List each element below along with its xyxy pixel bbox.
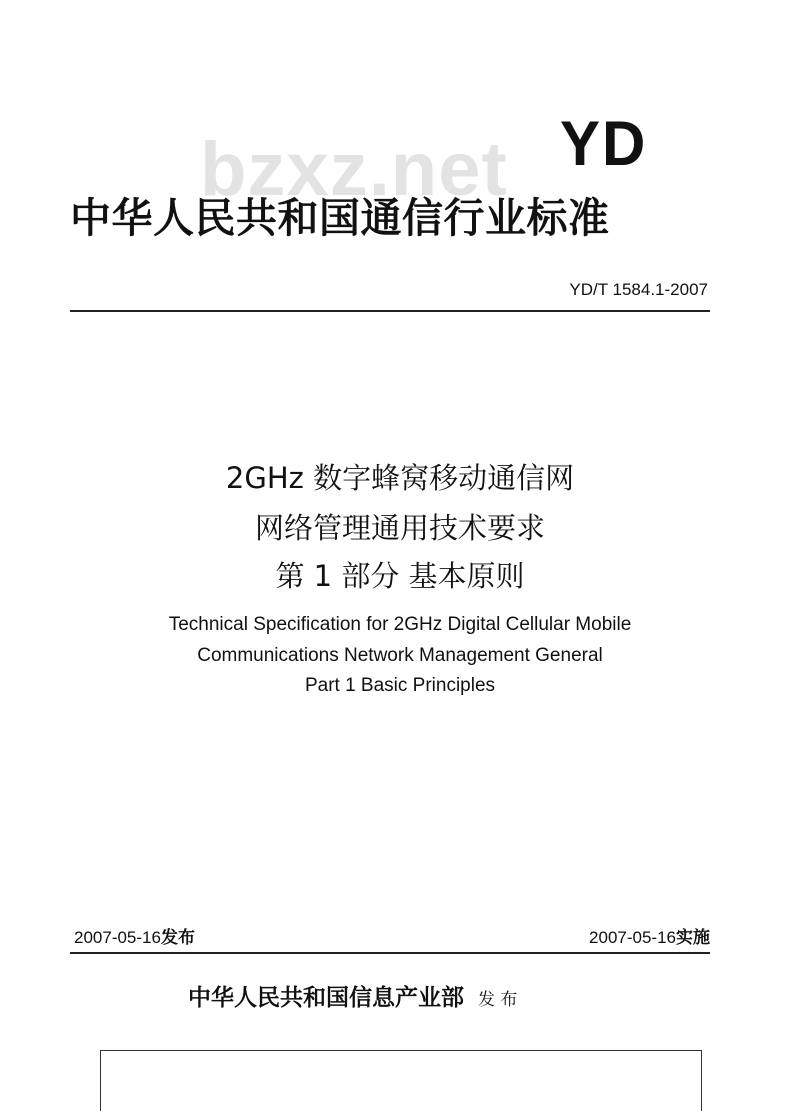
publisher-action: 发 布: [478, 990, 518, 1010]
title-cn-line-2: 网络管理通用技术要求: [254, 511, 545, 545]
title-en-line-1: Technical Specification for 2GHz Digital Cellular Mobile: [168, 614, 632, 635]
publisher-line: [188, 982, 517, 1016]
standard-type-title: 中华人民共和国通信行业标准: [70, 194, 610, 242]
footer-divider: [70, 952, 710, 954]
title-cn-line-3: 第 1 部分 基本原则: [275, 559, 525, 593]
issue-label: 发布: [160, 928, 195, 948]
title-en-line-2: Communications Network Management General: [197, 645, 603, 666]
title-en-line-3: Part 1 Basic Principles: [304, 675, 496, 696]
publisher-name: 中华人民共和国信息产业部: [188, 984, 464, 1011]
watermark-text: bzxz.net: [200, 127, 508, 212]
issue-date: 2007-05-16: [74, 928, 161, 947]
yd-logo: YD: [560, 108, 648, 179]
standard-code: YD/T 1584.1-2007: [569, 280, 708, 299]
issue-date-block: [74, 926, 195, 950]
implement-date-block: [589, 926, 710, 950]
implement-label: 实施: [676, 928, 710, 948]
bottom-frame: [100, 1050, 702, 1111]
header-divider: [70, 310, 710, 312]
implement-date: 2007-05-16: [589, 928, 676, 947]
title-cn-line-1: 2GHz 数字蜂窝移动通信网: [225, 461, 575, 495]
